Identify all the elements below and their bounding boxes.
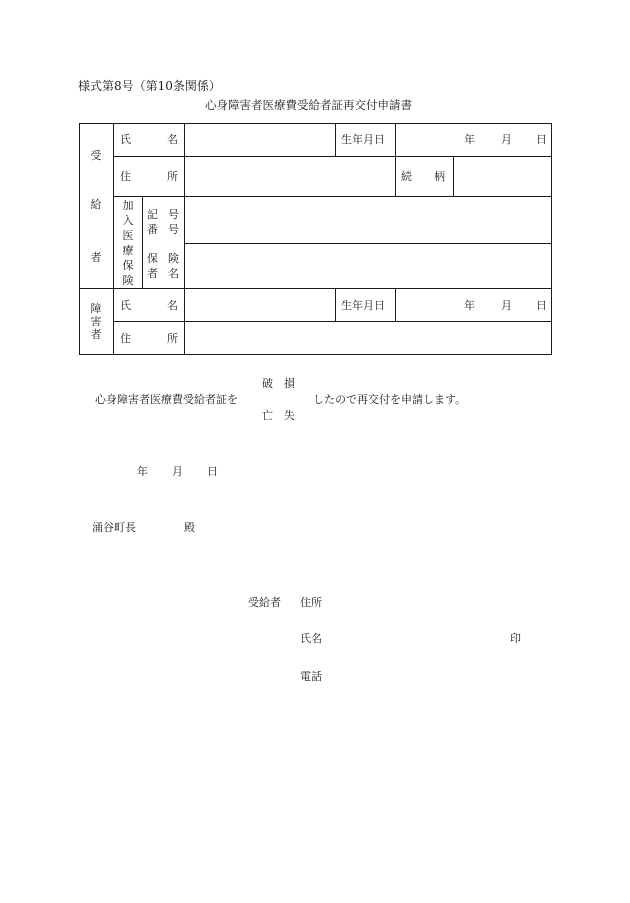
disabled-birth-day-label: 日 (536, 299, 547, 312)
addressee: 涌谷町長 (92, 521, 136, 534)
relationship-label-2: 柄 (434, 170, 445, 183)
recipient-group-char-1: 受 (90, 149, 102, 162)
number-label-2: 号 (168, 223, 179, 236)
insurer-label-2: 険 (168, 252, 179, 265)
disabled-birth-month-label: 月 (501, 299, 512, 312)
applicant-name-label: 氏名 (300, 632, 322, 645)
symbol-label-2: 号 (168, 208, 179, 221)
disabled-birthdate-label: 生年月日 (341, 299, 385, 312)
disabled-group-char-1: 障 (90, 302, 102, 315)
statement-tail: したので再交付を申請します。 (313, 393, 467, 406)
recipient-birthdate-label: 生年月日 (341, 133, 385, 146)
applicant-address-label: 住所 (300, 596, 322, 609)
recipient-address-label-2: 所 (167, 170, 178, 183)
applicant-phone-field[interactable] (340, 666, 540, 684)
recipient-group-char-3: 者 (90, 251, 102, 264)
application-table (79, 123, 552, 355)
disabled-name-field[interactable] (186, 292, 334, 319)
applicant-address-field[interactable] (340, 592, 540, 610)
insurance-group-char-4: 療 (122, 244, 134, 257)
recipient-group-char-2: 給 (90, 198, 102, 211)
form-number: 様式第8号（第10条関係） (78, 79, 221, 93)
applicant-name-field[interactable] (340, 628, 500, 646)
disabled-address-label-1: 住 (120, 332, 131, 345)
insurance-group-char-6: 険 (122, 274, 134, 287)
recipient-name-field[interactable] (186, 128, 334, 154)
insurance-group-char-1: 加 (122, 199, 134, 212)
insurer-label-4: 名 (168, 267, 179, 280)
statement-lead: 心身障害者医療費受給者証を (95, 393, 238, 406)
applicant-phone-label: 電話 (300, 670, 322, 683)
recipient-address-label-1: 住 (120, 170, 131, 183)
option-damaged[interactable]: 破 損 (262, 377, 295, 390)
disabled-birth-year-label: 年 (464, 299, 475, 312)
date-month-label: 月 (172, 465, 183, 478)
relationship-label-1: 続 (401, 170, 412, 183)
recipient-birth-month-label: 月 (501, 133, 512, 146)
insurer-label-1: 保 (147, 252, 158, 265)
option-lost[interactable]: 亡 失 (262, 409, 295, 422)
disabled-group-char-2: 害 (90, 315, 102, 328)
date-day-label: 日 (207, 465, 218, 478)
recipient-name-label-1: 氏 (120, 133, 131, 146)
recipient-address-field[interactable] (186, 159, 394, 193)
recipient-birth-day-label: 日 (536, 133, 547, 146)
seal-mark: 印 (510, 632, 521, 645)
insurance-group-char-5: 保 (122, 259, 134, 272)
insurance-group-char-3: 医 (122, 229, 134, 242)
applicant-label: 受給者 (248, 596, 281, 609)
recipient-birth-year-label: 年 (464, 133, 475, 146)
disabled-address-field[interactable] (186, 324, 550, 352)
recipient-name-label-2: 名 (167, 133, 178, 146)
date-year-label: 年 (137, 465, 148, 478)
insurer-name-field[interactable] (186, 246, 550, 286)
honorific: 殿 (184, 521, 195, 534)
symbol-number-field[interactable] (186, 199, 550, 241)
insurer-label-3: 者 (147, 267, 158, 280)
disabled-group-char-3: 者 (90, 328, 102, 341)
disabled-name-label-1: 氏 (120, 299, 131, 312)
disabled-name-label-2: 名 (167, 299, 178, 312)
relationship-field[interactable] (456, 159, 550, 193)
form-title: 心身障害者医療費受給者証再交付申請書 (205, 98, 412, 112)
symbol-label: 記 (147, 208, 158, 221)
number-label: 番 (147, 223, 158, 236)
disabled-address-label-2: 所 (167, 332, 178, 345)
insurance-group-char-2: 入 (122, 214, 134, 227)
